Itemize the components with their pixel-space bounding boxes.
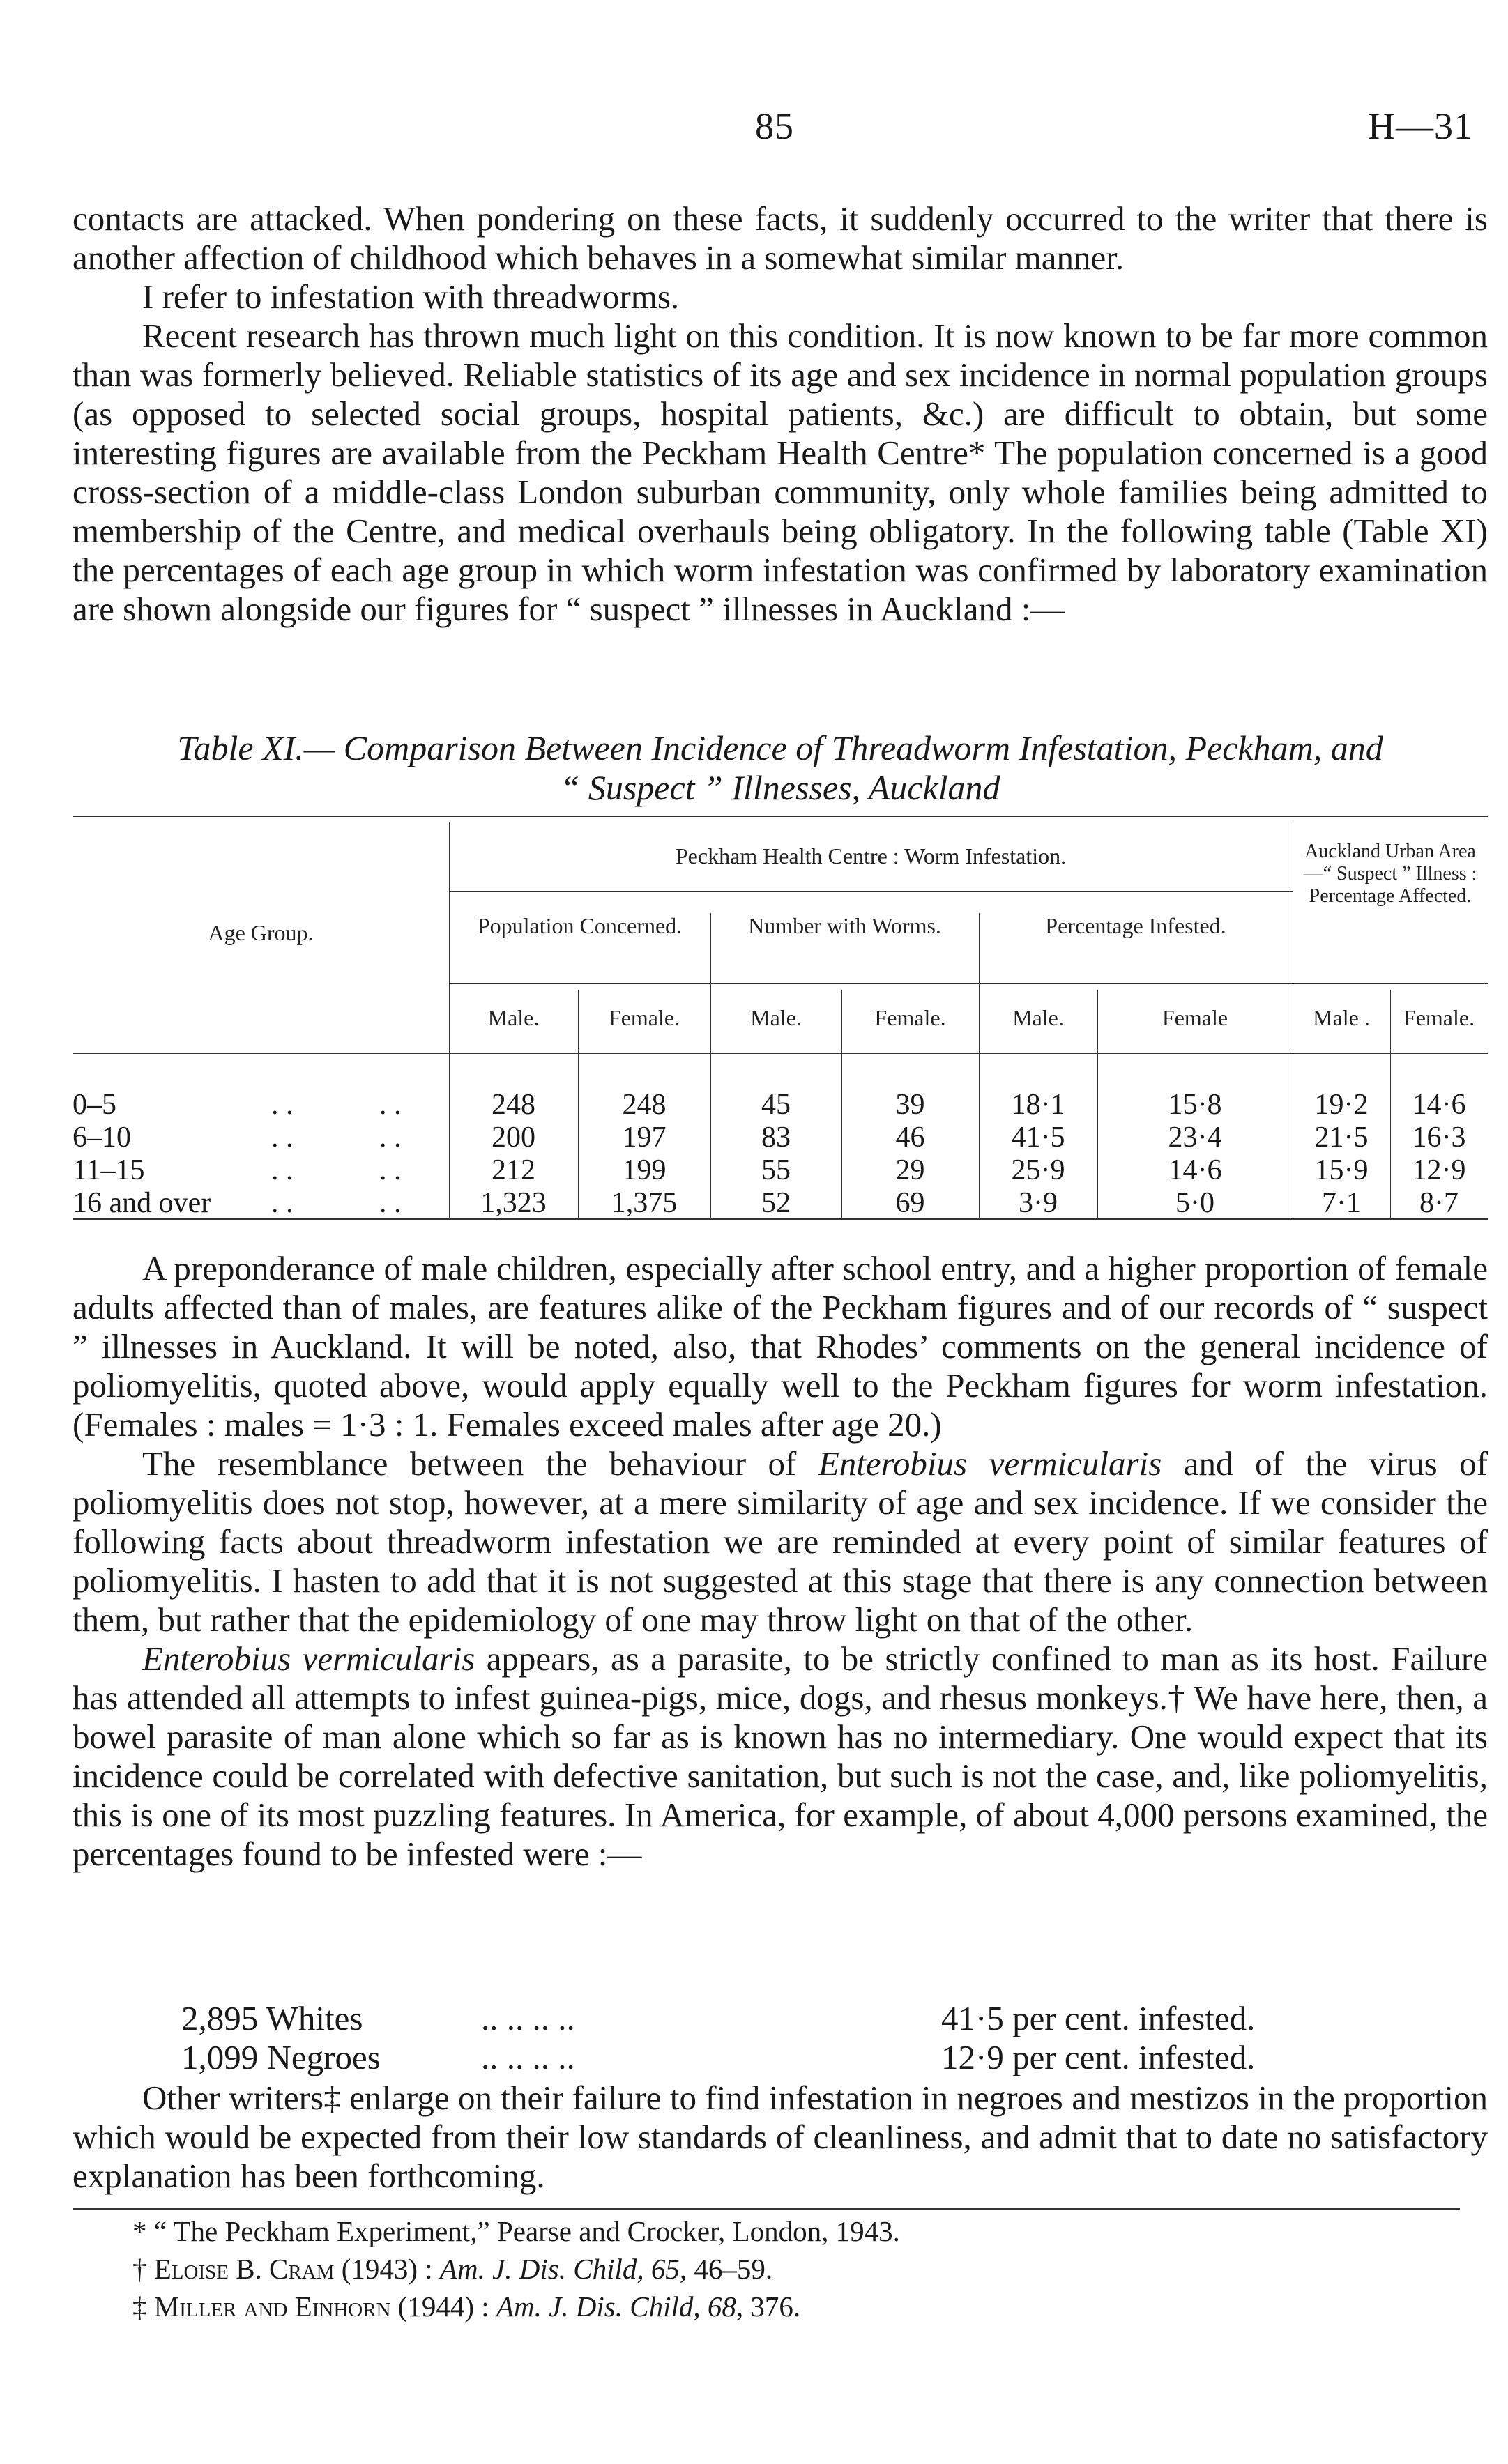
- table-header-rule: [73, 1053, 1488, 1054]
- row0-auck-male: 19·2: [1314, 1089, 1369, 1121]
- row1-dots-b: . .: [379, 1122, 402, 1154]
- infested-header: Percentage Infested.: [1045, 913, 1226, 938]
- row0-worm-male: 45: [761, 1089, 791, 1121]
- table-caption-label: Table XI.—: [177, 728, 335, 767]
- pop-male-header: Male.: [487, 1005, 540, 1030]
- row3-auck-male: 7·1: [1322, 1187, 1361, 1219]
- footnote-1: * “ The Peckham Experiment,” Pearse and Crocker, London, 1943.: [132, 2215, 900, 2247]
- row0-auck-female: 14·6: [1412, 1089, 1466, 1121]
- pop-female-header: Female.: [608, 1005, 680, 1030]
- row0-dots-b: . .: [379, 1089, 402, 1121]
- row1-pop-male: 200: [492, 1122, 535, 1154]
- row0-pop-female: 248: [622, 1089, 667, 1121]
- row3-inf-female: 5·0: [1175, 1187, 1214, 1219]
- paragraph-enterobius: Enterobius vermicularis appears, as a parasite, to be strictly confined to man as its host. Failure has attended all attempts to infest guinea-pigs, mice, dogs, and rhesus monkeys.† We have here, then, a bowel parasite of man alone which so far as is known has no intermediary. One would expect that its incidence could be correlated with defective sanitation, but such is not the case, and, like poliomyelitis, this is one of its most puzzling features. In America, for example, of about 4,000 persons examined, the percentages found to be infested were :—: [73, 1639, 1488, 1873]
- row3-inf-male: 3·9: [1019, 1187, 1058, 1219]
- worm-male-header: Male.: [750, 1005, 802, 1030]
- document-reference: H—31: [1368, 105, 1473, 147]
- row2-dots-a: . .: [271, 1154, 294, 1186]
- row3-dots-b: . .: [379, 1187, 402, 1219]
- row1-age: 6–10: [73, 1122, 131, 1154]
- population-header: Population Concerned.: [477, 913, 683, 938]
- row0-dots-a: . .: [271, 1089, 294, 1121]
- row3-dots-a: . .: [271, 1187, 294, 1219]
- row0-worm-female: 39: [895, 1089, 925, 1121]
- row2-auck-male: 15·9: [1314, 1154, 1369, 1186]
- paragraph-research: Recent research has thrown much light on this condition. It is now known to be far more common than was formerly believed. Reliable statistics of its age and sex incidence in normal population groups (as opposed to selected social groups, hospital patients, &c.) are difficult to obtain, but some interesting figures are available from the Peckham Health Centre* The population concerned is a good cross-section of a middle-class London suburban community, only whole families being admitted to membership of the Centre, and medical overhauls being obligatory. In the following table (Table XI) the percentages of each age group in which worm infestation was confirmed by laboratory examination are shown alongside our figures for “ suspect ” illnesses in Auckland :—: [73, 316, 1488, 628]
- row0-inf-female: 15·8: [1168, 1089, 1222, 1121]
- footnote-rule: [73, 2208, 1460, 2210]
- species-name: Enterobius vermicularis: [818, 1444, 1162, 1483]
- auckland-header: Auckland Urban Area—“ Suspect ” Illness : Percentage Affected.: [1303, 841, 1477, 907]
- body-text: [73, 1249, 1488, 1874]
- row2-inf-male: 25·9: [1011, 1154, 1065, 1186]
- paragraph-contacts: contacts are attacked. When pondering on these facts, it suddenly occurred to the writer that there is another affection of childhood which behaves in a somewhat similar manner.: [73, 199, 1488, 277]
- footnote-2: † Eloise B. Cram (1943) : Am. J. Dis. Child, 65, 46–59.: [132, 2253, 773, 2285]
- intro-text: [73, 199, 1488, 629]
- footnote-3: ‡ Miller and Einhorn (1944) : Am. J. Dis. Child, 68, 376.: [132, 2290, 801, 2323]
- data-table: [73, 816, 1488, 1220]
- table-top-rule: [73, 816, 1488, 817]
- row2-inf-female: 14·6: [1168, 1154, 1222, 1186]
- row2-age: 11–15: [73, 1154, 145, 1186]
- closing-text: [73, 2079, 1488, 2196]
- row3-auck-female: 8·7: [1419, 1187, 1459, 1219]
- table-subhead-rule: [449, 891, 1293, 892]
- row1-inf-male: 41·5: [1011, 1122, 1065, 1154]
- age-group-header: Age Group.: [208, 920, 314, 945]
- row2-pop-male: 212: [492, 1154, 535, 1186]
- auck-male-header: Male .: [1313, 1005, 1370, 1030]
- row1-auck-male: 21·5: [1314, 1122, 1369, 1154]
- row3-worm-female: 69: [895, 1187, 925, 1219]
- inf-male-header: Male.: [1012, 1005, 1064, 1030]
- row2-auck-female: 12·9: [1412, 1154, 1466, 1186]
- peckham-header: Peckham Health Centre : Worm Infestation.: [675, 843, 1067, 868]
- paragraph-preponderance: A preponderance of male children, especially after school entry, and a higher proportion of female adults affected than of males, are features alike of the Peckham figures and of our records of “ suspect ” illnesses in Auckland. It will be noted, also, that Rhodes’ comments on the general incidence of poliomyelitis, quoted above, would apply equally well to the Peckham figures for worm infestation. (Females : males = 1·3 : 1. Females exceed males after age 20.): [73, 1249, 1488, 1444]
- row0-age: 0–5: [73, 1089, 116, 1121]
- worm-female-header: Female.: [874, 1005, 946, 1030]
- table-caption-line1: Comparison Between Incidence of Threadworm Infestation, Peckham, and: [343, 728, 1383, 767]
- species-name: Enterobius vermicularis: [142, 1639, 475, 1678]
- row1-auck-female: 16·3: [1412, 1122, 1466, 1154]
- auck-female-header: Female.: [1403, 1005, 1475, 1030]
- row3-worm-male: 52: [761, 1187, 791, 1219]
- list-item: 2,895 Whites .. .. .. .. 41·5 per cent. infested.: [181, 1999, 1256, 2037]
- row0-inf-male: 18·1: [1011, 1089, 1065, 1121]
- table-sex-rule: [449, 983, 1488, 984]
- table-caption: [73, 728, 1488, 808]
- row1-worm-female: 46: [895, 1122, 925, 1154]
- infestation-list: [181, 1999, 1436, 2077]
- page-number: 85: [755, 105, 794, 147]
- row2-worm-male: 55: [761, 1154, 791, 1186]
- row0-pop-male: 248: [492, 1089, 535, 1121]
- paragraph-refer: I refer to infestation with threadworms.: [142, 277, 680, 316]
- row2-pop-female: 199: [622, 1154, 667, 1186]
- worms-header: Number with Worms.: [748, 913, 941, 938]
- row3-age: 16 and over: [73, 1187, 211, 1219]
- table-caption-line2: “ Suspect ” Illnesses, Auckland: [560, 768, 1000, 807]
- row1-pop-female: 197: [622, 1122, 667, 1154]
- row3-pop-male: 1,323: [480, 1187, 547, 1219]
- inf-female-header: Female: [1162, 1005, 1228, 1030]
- paragraph-other-writers: Other writers‡ enlarge on their failure to find infestation in negroes and mestizos in the proportion which would be expected from their low standards of cleanliness, and admit that to date no satisfactory explanation has been forthcoming.: [73, 2079, 1488, 2195]
- row1-worm-male: 83: [761, 1122, 791, 1154]
- row1-inf-female: 23·4: [1168, 1122, 1222, 1154]
- row2-dots-b: . .: [379, 1154, 402, 1186]
- paragraph-resemblance: The resemblance between the behaviour of Enterobius vermicularis and of the virus of poliomyelitis does not stop, however, at a mere similarity of age and sex incidence. If we consider the following facts about threadworm infestation we are reminded at every point of similar features of poliomyelitis. I hasten to add that it is not suggested at this stage that there is any connection between them, but rather that the epidemiology of one may throw light on that of the other.: [73, 1444, 1488, 1639]
- row3-pop-female: 1,375: [611, 1187, 678, 1219]
- row1-dots-a: . .: [271, 1122, 294, 1154]
- list-item: 1,099 Negroes .. .. .. .. 12·9 per cent. infested.: [181, 2038, 1256, 2076]
- row2-worm-female: 29: [895, 1154, 925, 1186]
